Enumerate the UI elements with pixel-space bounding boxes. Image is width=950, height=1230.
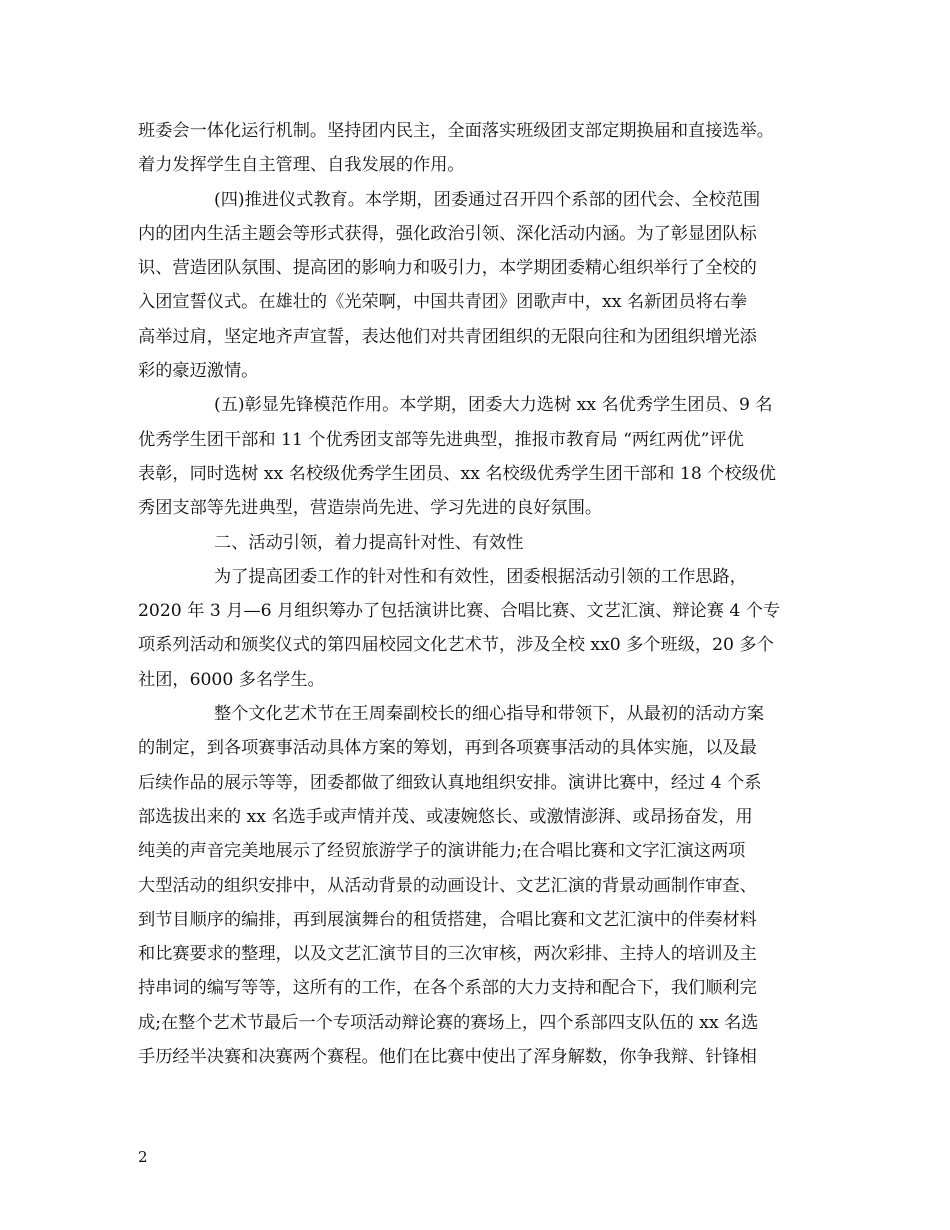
text-line: 着力发挥学生自主管理、自我发展的作用。 bbox=[138, 155, 465, 176]
paragraph-3 bbox=[138, 388, 818, 525]
text-line: 持串词的编写等等，这所有的工作，在各个系部的大力支持和配合下，我们顺利完 bbox=[138, 978, 757, 999]
text-line: 后续作品的展示等等，团委都做了细致认真地组织安排。演讲比赛中，经过 4 个系 bbox=[138, 772, 762, 793]
text-line: 识、营造团队氛围、提高团的影响力和吸引力，本学期团委精心组织举行了全校的 bbox=[138, 258, 757, 279]
text-line: 社团，6000 多名学生。 bbox=[138, 669, 325, 690]
section-heading bbox=[138, 526, 818, 560]
text-line: 部选拔出来的 xx 名选手或声情并茂、或凄婉悠长、或激情澎湃、或昂扬奋发，用 bbox=[138, 806, 753, 827]
text-line: 内的团内生活主题会等形式获得，强化政治引领、深化活动内涵。为了彰显团队标 bbox=[138, 223, 757, 244]
text-line: 到节目顺序的编排，再到展演舞台的租赁搭建，合唱比赛和文艺汇演中的伴奏材料 bbox=[138, 909, 757, 930]
text-line: 高举过肩，坚定地齐声宣誓，表达他们对共青团组织的无限向往和为团组织增光添 bbox=[138, 326, 757, 347]
text-line: 成;在整个艺术节最后一个专项活动辩论赛的赛场上，四个系部四支队伍的 xx 名选 bbox=[138, 1012, 759, 1033]
page-number: 2 bbox=[138, 1148, 148, 1166]
paragraph-5 bbox=[138, 697, 818, 1074]
paragraph-1 bbox=[138, 114, 818, 183]
text-line: 为了提高团委工作的针对性和有效性，团委根据活动引领的工作思路， bbox=[214, 566, 747, 587]
text-line: 纯美的声音完美地展示了经贸旅游学子的演讲能力;在合唱比赛和文字汇演这两项 bbox=[138, 841, 746, 862]
text-line: (四)推进仪式教育。本学期，团委通过召开四个系部的团代会、全校范围 bbox=[214, 189, 761, 210]
document-body bbox=[138, 114, 818, 1074]
text-line: 表彰，同时选树 xx 名校级优秀学生团员、xx 名校级优秀学生团干部和 18 个校级优 bbox=[138, 463, 776, 484]
text-line: 入团宣誓仪式。在雄壮的《光荣啊，中国共青团》团歌声中，xx 名新团员将右拳 bbox=[138, 292, 748, 313]
text-line: 2020 年 3 月—6 月组织筹办了包括演讲比赛、合唱比赛、文艺汇演、辩论赛 4 个专 bbox=[138, 601, 781, 622]
paragraph-2 bbox=[138, 183, 818, 389]
text-line: (五)彰显先锋模范作用。本学期，团委大力选树 xx 名优秀学生团员、9 名 bbox=[214, 395, 773, 416]
text-line: 二、活动引领，着力提高针对性、有效性 bbox=[214, 532, 524, 553]
text-line: 手历经半决赛和决赛两个赛程。他们在比赛中使出了浑身解数，你争我辩、针锋相 bbox=[138, 1047, 757, 1068]
text-line: 彩的豪迈激情。 bbox=[138, 361, 259, 382]
text-line: 的制定，到各项赛事活动具体方案的筹划，再到各项赛事活动的具体实施，以及最 bbox=[138, 738, 757, 759]
text-line: 和比赛要求的整理，以及文艺汇演节目的三次审核，两次彩排、主持人的培训及主 bbox=[138, 944, 757, 965]
text-line: 整个文化艺术节在王周秦副校长的细心指导和带领下，从最初的活动方案 bbox=[214, 704, 765, 725]
text-line: 秀团支部等先进典型，营造崇尚先进、学习先进的良好氛围。 bbox=[138, 498, 603, 519]
text-line: 项系列活动和颁奖仪式的第四届校园文化艺术节，涉及全校 xx0 多个班级，20 多个 bbox=[138, 635, 774, 656]
paragraph-4 bbox=[138, 560, 818, 697]
text-line: 大型活动的组织安排中，从活动背景的动画设计、文艺汇演的背景动画制作审查、 bbox=[138, 875, 757, 896]
text-line: 班委会一体化运行机制。坚持团内民主，全面落实班级团支部定期换届和直接选举。 bbox=[138, 121, 774, 141]
text-line: 优秀学生团干部和 11 个优秀团支部等先进典型，推报市教育局 “两红两优”评优 bbox=[138, 429, 744, 450]
